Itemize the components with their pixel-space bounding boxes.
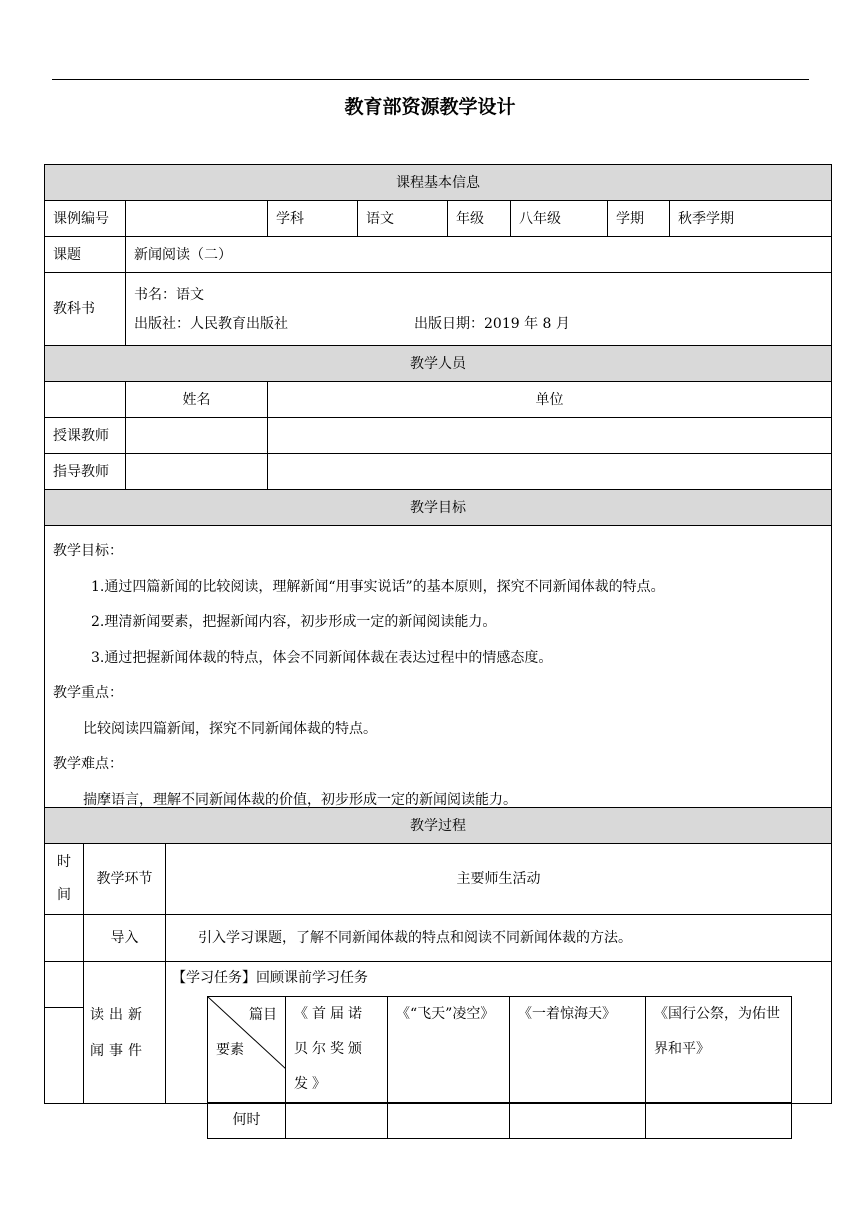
publisher-line bbox=[134, 310, 823, 339]
article-2: 《“飞天”凌空》 bbox=[388, 997, 510, 1103]
article-1: 《首届诺贝尔奖颁发》 bbox=[286, 997, 388, 1103]
article-3: 《一着惊海天》 bbox=[510, 997, 646, 1103]
label-grade: 年级 bbox=[448, 201, 511, 237]
reading-time bbox=[45, 962, 84, 1104]
label-topic: 课题 bbox=[45, 237, 126, 273]
section-course-info: 课程基本信息 bbox=[45, 165, 832, 201]
when-cell-2 bbox=[388, 1103, 510, 1139]
article-4: 《国行公祭，为佑世界和平》 bbox=[646, 997, 792, 1103]
publish-date: 出版日期：2019 年 8 月 bbox=[414, 316, 570, 332]
step-reading: 读出新闻事件 bbox=[84, 962, 166, 1104]
when-cell-3 bbox=[510, 1103, 646, 1139]
col-header-name: 姓名 bbox=[126, 382, 268, 418]
col-header-step: 教学环节 bbox=[84, 844, 166, 915]
difficulty-label: 教学难点： bbox=[53, 756, 123, 772]
goal-item-2: 2.理清新闻要素，把握新闻内容，初步形成一定的新闻阅读能力。 bbox=[91, 614, 497, 630]
reading-time-divider bbox=[45, 962, 83, 1008]
role-lecturer: 授课教师 bbox=[45, 418, 126, 454]
col-header-activity: 主要师生活动 bbox=[166, 844, 832, 915]
header-elements: 要素 bbox=[216, 1042, 244, 1058]
label-subject: 学科 bbox=[268, 201, 358, 237]
section-staff: 教学人员 bbox=[45, 346, 832, 382]
role-advisor: 指导教师 bbox=[45, 454, 126, 490]
section-process: 教学过程 bbox=[45, 808, 832, 844]
label-lesson-id: 课例编号 bbox=[45, 201, 126, 237]
lecturer-unit bbox=[268, 418, 832, 454]
col-header-time: 时间 bbox=[45, 844, 84, 915]
publisher: 出版社：人民教育出版社 bbox=[134, 316, 288, 332]
lecturer-name bbox=[126, 418, 268, 454]
value-grade: 八年级 bbox=[511, 201, 608, 237]
goals-content bbox=[45, 526, 832, 825]
advisor-name bbox=[126, 454, 268, 490]
value-lesson-id bbox=[126, 201, 268, 237]
header-rule bbox=[52, 79, 809, 80]
step-intro: 导入 bbox=[84, 915, 166, 962]
row-label-when: 何时 bbox=[208, 1103, 286, 1139]
news-elements-table bbox=[207, 996, 792, 1139]
goal-label: 教学目标： bbox=[53, 543, 123, 559]
goal-item-1: 1.通过四篇新闻的比较阅读，理解新闻“用事实说话”的基本原则，探究不同新闻体裁的特点。 bbox=[91, 578, 665, 595]
value-subject: 语文 bbox=[358, 201, 448, 237]
label-semester: 学期 bbox=[608, 201, 670, 237]
focus-text: 比较阅读四篇新闻，探究不同新闻体裁的特点。 bbox=[83, 720, 377, 737]
section-goals: 教学目标 bbox=[45, 490, 832, 526]
col-header-unit: 单位 bbox=[268, 382, 832, 418]
intro-time bbox=[45, 915, 84, 962]
learning-task: 【学习任务】回顾课前学习任务 bbox=[172, 970, 368, 986]
advisor-unit bbox=[268, 454, 832, 490]
focus-label: 教学重点： bbox=[53, 685, 123, 701]
difficulty-text: 揣摩语言，理解不同新闻体裁的价值，初步形成一定的新闻阅读能力。 bbox=[83, 791, 517, 808]
textbook-details bbox=[126, 273, 832, 346]
staff-corner bbox=[45, 382, 126, 418]
course-info-table bbox=[44, 164, 832, 825]
when-cell-1 bbox=[286, 1103, 388, 1139]
book-name: 书名：语文 bbox=[134, 287, 204, 303]
goal-item-3: 3.通过把握新闻体裁的特点，体会不同新闻体裁在表达过程中的情感态度。 bbox=[91, 649, 553, 666]
when-cell-4 bbox=[646, 1103, 792, 1139]
label-textbook: 教科书 bbox=[45, 273, 126, 346]
header-articles: 篇目 bbox=[249, 1007, 277, 1023]
activity-intro: 引入学习课题，了解不同新闻体裁的特点和阅读不同新闻体裁的方法。 bbox=[166, 915, 832, 962]
value-semester: 秋季学期 bbox=[670, 201, 832, 237]
document-title: 教育部资源教学设计 bbox=[344, 96, 516, 118]
value-topic: 新闻阅读（二） bbox=[126, 237, 832, 273]
diagonal-header-cell bbox=[208, 997, 286, 1103]
